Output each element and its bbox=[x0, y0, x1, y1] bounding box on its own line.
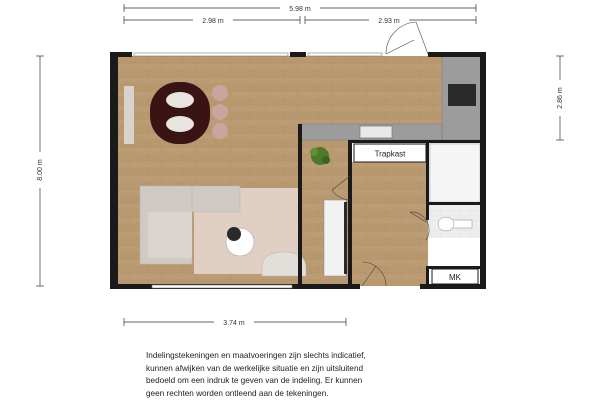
bottom-width-label: 3.74 m bbox=[223, 320, 245, 327]
left-width-label: 2.98 m bbox=[202, 18, 224, 25]
dimension-bottom-width bbox=[124, 317, 346, 327]
meter-cupboard-label-box bbox=[432, 269, 478, 284]
right-height-label: 2.86 m bbox=[557, 87, 564, 109]
shower-icon bbox=[430, 144, 480, 202]
dimension-left-height bbox=[34, 56, 46, 286]
plate-icon bbox=[166, 116, 194, 132]
dimension-right-height bbox=[554, 56, 566, 140]
hallway-floor bbox=[352, 162, 428, 286]
left-height-label: 8.00 m bbox=[37, 159, 44, 181]
chair-icon bbox=[212, 85, 228, 101]
disclaimer-line: geen rechten worden ontleend aan de tekeningen. bbox=[146, 388, 329, 398]
dining-table bbox=[150, 82, 210, 144]
tv-icon bbox=[344, 202, 347, 274]
plate-icon bbox=[166, 92, 194, 108]
cooktop-icon bbox=[448, 84, 476, 106]
right-width-label: 2.93 m bbox=[378, 18, 400, 25]
disclaimer-line: kunnen afwijken van de werkelijke situatie en zijn uitsluitend bbox=[146, 363, 364, 373]
storage-label-box bbox=[354, 144, 426, 162]
dining-bench bbox=[124, 86, 134, 144]
dimension-right-width bbox=[305, 15, 476, 25]
door-icon bbox=[386, 22, 428, 54]
tv-cabinet-icon bbox=[324, 200, 346, 276]
total-width-label: 5.98 m bbox=[289, 6, 311, 13]
disclaimer-line: bedoeld om een indruk te geven van de indeling. Er kunnen bbox=[146, 376, 363, 386]
dimension-total-width bbox=[124, 3, 476, 13]
meter-cupboard-label: MK bbox=[449, 273, 461, 282]
chair-icon bbox=[212, 123, 228, 139]
sink-icon bbox=[360, 126, 392, 138]
disclaimer-text bbox=[146, 350, 506, 400]
dimension-left-width bbox=[124, 15, 300, 25]
storage-label: Trapkast bbox=[374, 149, 406, 159]
chair-icon bbox=[212, 104, 228, 120]
disclaimer-line: Indelingstekeningen en maatvoeringen zijn slechts indicatief, bbox=[146, 351, 366, 360]
